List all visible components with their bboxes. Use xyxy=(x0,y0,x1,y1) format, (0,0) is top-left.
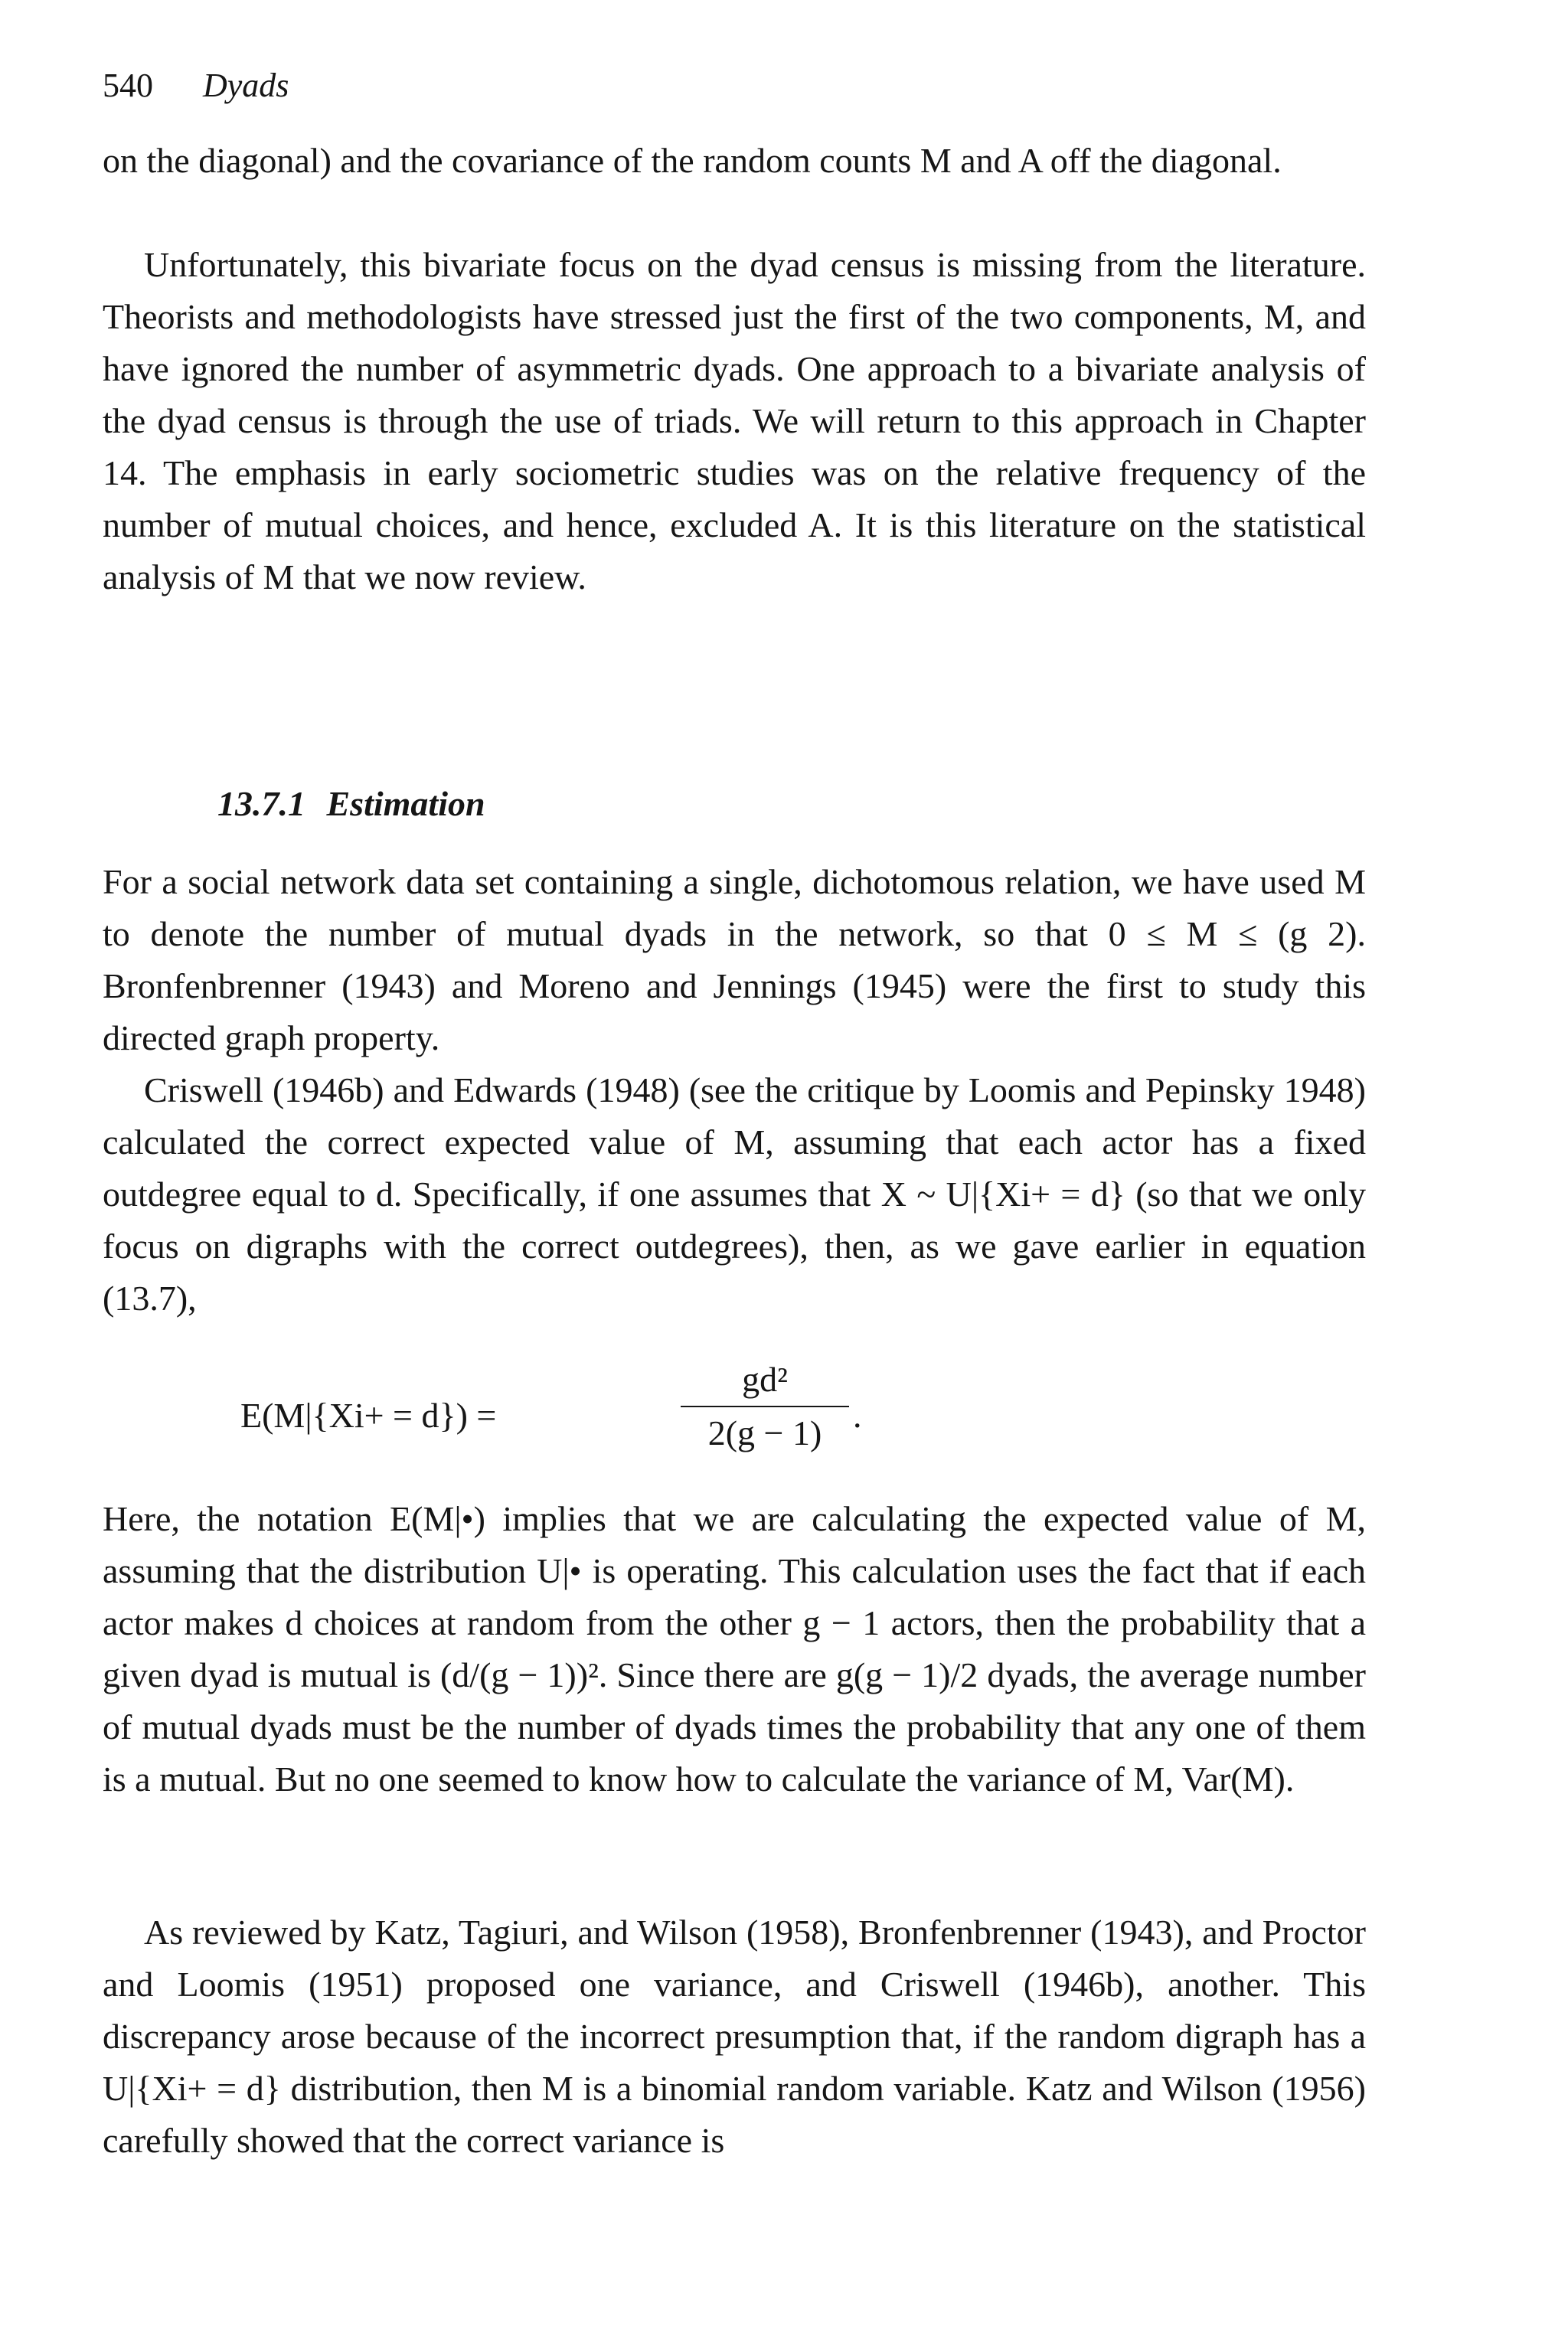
running-title: Dyads xyxy=(203,67,289,104)
section-title: Estimation xyxy=(326,784,485,823)
paragraph-3: For a social network data set containing a single, dichotomous relation, we have used M to denote the number of mutual dyads in the network, so that 0 ≤ M ≤ (g 2). Bronfenbrenner (1943) and Moreno and Jennings (1945) were the first to study this directed graph property. xyxy=(103,862,1366,1057)
section-heading xyxy=(217,778,485,830)
paragraph-2: Unfortunately, this bivariate focus on the dyad census is missing from the literature. Theorists and methodologists have stressed just the first of the two components, M, and have ignored the number of asymmetric dyads. One approach to a bivariate analysis of the dyad census is through the use of triads. We will return to this approach in Chapter 14. The emphasis in early sociometric studies was on the relative frequency of the number of mutual choices, and hence, excluded A. It is this literature on the statistical analysis of M that we now review. xyxy=(103,245,1366,596)
paragraph-6: As reviewed by Katz, Tagiuri, and Wilson (1958), Bronfenbrenner (1943), and Proctor and Loomis (1951) proposed one variance, and Criswell (1946b), another. This discrepancy arose because of the incorrect presumption that, if the random digraph has a U|{Xi+ = d} distribution, then M is a binomial random variable. Katz and Wilson (1956) carefully showed that the correct variance is xyxy=(103,1913,1366,2160)
paragraph-5: Here, the notation E(M|•) implies that we are calculating the expected value of M, assuming that the distribution U|• is operating. This calculation uses the fact that if each actor makes d choices at random from the other g − 1 actors, then the probability that a given dyad is mutual is (d/(g − 1))². Since there are g(g − 1)/2 dyads, the average number of mutual dyads must be the number of dyads times the probability that any one of them is a mutual. But no one seemed to know how to calculate the variance of M, Var(M). xyxy=(103,1499,1366,1799)
equation-expected-mutuals xyxy=(240,1355,1159,1478)
section-number: 13.7.1 xyxy=(217,784,305,823)
paragraph-1: on the diagonal) and the covariance of the random counts M and A off the diagonal. xyxy=(103,141,1282,180)
paragraph-4: Criswell (1946b) and Edwards (1948) (see the critique by Loomis and Pepinsky 1948) calculated the correct expected value of M, assuming that each actor has a fixed outdegree equal to d. Specifically, if one assumes that X ~ U|{Xi+ = d} (so that we only focus on digraphs with the correct outdegrees), then, as we gave earlier in equation (13.7), xyxy=(103,1070,1366,1318)
fraction-bar xyxy=(681,1406,849,1407)
equation-lhs: E(M|{Xi+ = d}) = xyxy=(240,1396,497,1435)
equation-fraction xyxy=(681,1355,849,1458)
equation-period: . xyxy=(853,1396,862,1435)
page-number: 540 xyxy=(103,67,153,104)
running-head xyxy=(103,63,289,109)
equation-denominator: 2(g − 1) xyxy=(707,1413,822,1452)
equation-numerator: gd² xyxy=(742,1360,788,1399)
